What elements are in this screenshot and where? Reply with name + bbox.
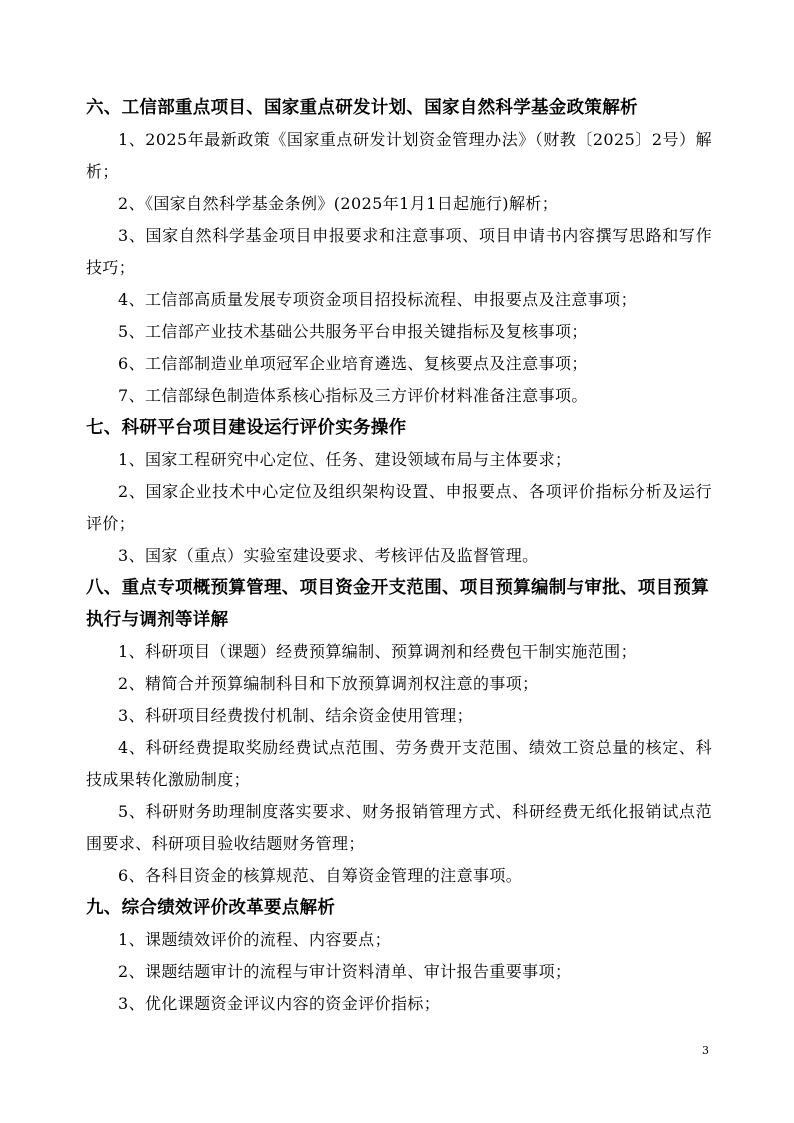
page-number: 3	[702, 1044, 709, 1057]
section-9	[86, 892, 712, 1020]
section-6-heading: 六、工信部重点项目、国家重点研发计划、国家自然科学基金政策解析	[86, 98, 638, 118]
section-8-item-2: 2、精简合并预算编制科目和下放预算调剂权注意的事项；	[118, 674, 539, 693]
section-7-item-1: 1、国家工程研究中心定位、任务、建设领域布局与主体要求；	[118, 450, 572, 469]
section-6-item-1: 1、2025年最新政策《国家重点研发计划资金管理办法》（财教〔2025〕2号）解析；	[86, 130, 712, 181]
section-8-item-6: 6、各科目资金的核算规范、自筹资金管理的注意事项。	[118, 866, 523, 885]
section-8-item-3: 3、科研项目经费拨付机制、结余资金使用管理；	[118, 706, 473, 725]
section-9-item-1: 1、课题绩效评价的流程、内容要点；	[118, 930, 391, 949]
section-7-heading: 七、科研平台项目建设运行评价实务操作	[86, 418, 407, 438]
section-7	[86, 412, 712, 572]
section-6	[86, 92, 712, 412]
section-9-item-2: 2、课题结题审计的流程与审计资料清单、审计报告重要事项；	[118, 962, 572, 981]
section-6-item-4: 4、工信部高质量发展专项资金项目招投标流程、申报要点及注意事项；	[118, 290, 637, 309]
section-9-heading: 九、综合绩效评价改革要点解析	[86, 898, 336, 918]
section-9-item-3: 3、优化课题资金评议内容的资金评价指标；	[118, 994, 441, 1013]
section-6-item-6: 6、工信部制造业单项冠军企业培育遴选、复核要点及注意事项；	[118, 354, 588, 373]
section-6-item-2: 2、《国家自然科学基金条例》(2025年1月1日起施行)解析；	[118, 194, 559, 213]
section-8-item-4: 4、科研经费提取奖励经费试点范围、劳务费开支范围、绩效工资总量的核定、科技成果转化激励制度；	[86, 738, 712, 789]
section-6-item-3: 3、国家自然科学基金项目申报要求和注意事项、项目申请书内容撰写思路和写作技巧；	[86, 226, 712, 277]
section-8-item-5: 5、科研财务助理制度落实要求、财务报销管理方式、科研经费无纸化报销试点范围要求、科研项目验收结题财务管理；	[86, 802, 712, 853]
section-8-item-1: 1、科研项目（课题）经费预算编制、预算调剂和经费包干制实施范围；	[118, 642, 637, 661]
section-6-item-7: 7、工信部绿色制造体系核心指标及三方评价材料准备注意事项。	[118, 386, 588, 405]
document-body	[86, 92, 712, 1020]
section-7-item-3: 3、国家（重点）实验室建设要求、考核评估及监督管理。	[118, 546, 539, 565]
section-8-heading: 八、重点专项概预算管理、项目资金开支范围、项目预算编制与审批、项目预算执行与调剂等详解	[86, 578, 709, 630]
section-6-item-5: 5、工信部产业技术基础公共服务平台申报关键指标及复核事项；	[118, 322, 588, 341]
section-7-item-2: 2、国家企业技术中心定位及组织架构设置、申报要点、各项评价指标分析及运行评价；	[86, 482, 712, 533]
section-8	[86, 572, 712, 892]
